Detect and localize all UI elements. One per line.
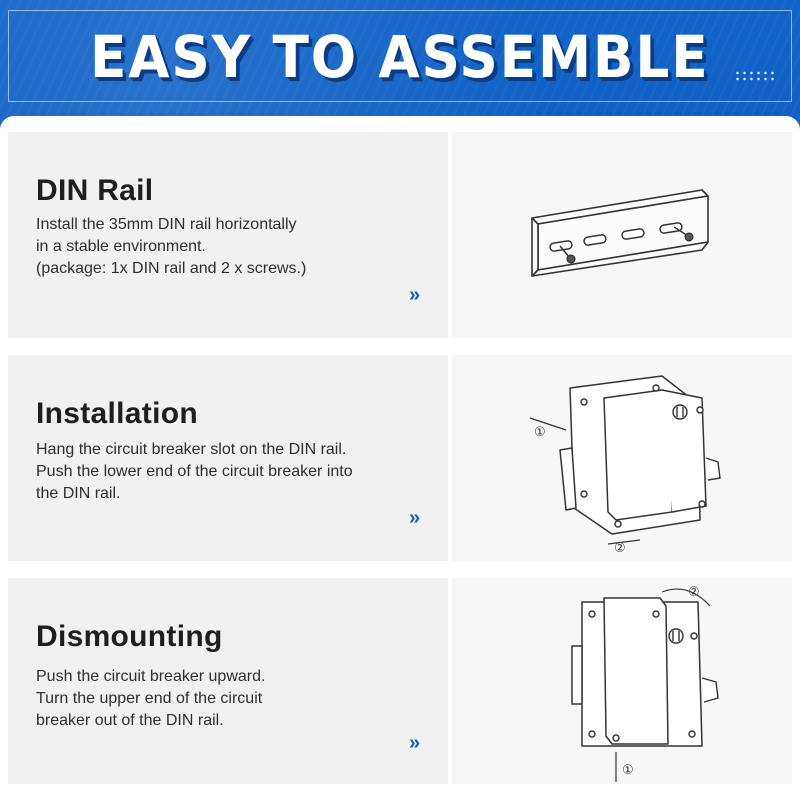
description-line: the DIN rail. [36, 485, 121, 502]
section-dismounting [8, 578, 792, 784]
section-heading: Installation [36, 397, 198, 430]
double-chevron-right-icon[interactable]: » [409, 507, 421, 529]
text-card [8, 355, 448, 561]
step-one-label: ① [534, 425, 546, 440]
double-chevron-right-icon[interactable]: » [409, 284, 421, 306]
din-rail-image [522, 180, 722, 290]
description-line: in a stable environment. [36, 238, 206, 255]
section-din-rail [8, 132, 792, 338]
page-title: EASY TO ASSEMBLE [90, 23, 710, 91]
screw-icon [685, 233, 693, 241]
text-card [8, 132, 448, 338]
section-heading: DIN Rail [36, 174, 154, 207]
description-line: (package: 1x DIN rail and 2 x screws.) [36, 260, 307, 277]
title-banner [8, 10, 792, 102]
description-line: breaker out of the DIN rail. [36, 712, 224, 729]
breaker-installation-image [512, 358, 732, 558]
description-line: Turn the upper end of the circuit [36, 690, 263, 707]
decorative-dots [734, 70, 774, 82]
section-description [36, 439, 353, 505]
din-rail-illustration [452, 132, 792, 338]
description-line: Push the circuit breaker upward. [36, 668, 266, 685]
step-two-label: ② [688, 585, 700, 600]
step-two-label: ② [614, 541, 626, 556]
dismounting-illustration [452, 578, 792, 784]
breaker-dismounting-image [512, 578, 732, 784]
description-line: Install the 35mm DIN rail horizontally [36, 216, 297, 233]
section-description [36, 666, 265, 732]
description-line: Hang the circuit breaker slot on the DIN rail. [36, 441, 347, 458]
text-card [8, 578, 448, 784]
step-one-label: ① [622, 763, 634, 778]
screw-icon [567, 255, 575, 263]
section-installation [8, 355, 792, 561]
installation-illustration [452, 355, 792, 561]
section-description [36, 214, 306, 280]
double-chevron-right-icon[interactable]: » [409, 732, 421, 754]
section-heading: Dismounting [36, 620, 223, 653]
description-line: Push the lower end of the circuit breaker into [36, 463, 353, 480]
